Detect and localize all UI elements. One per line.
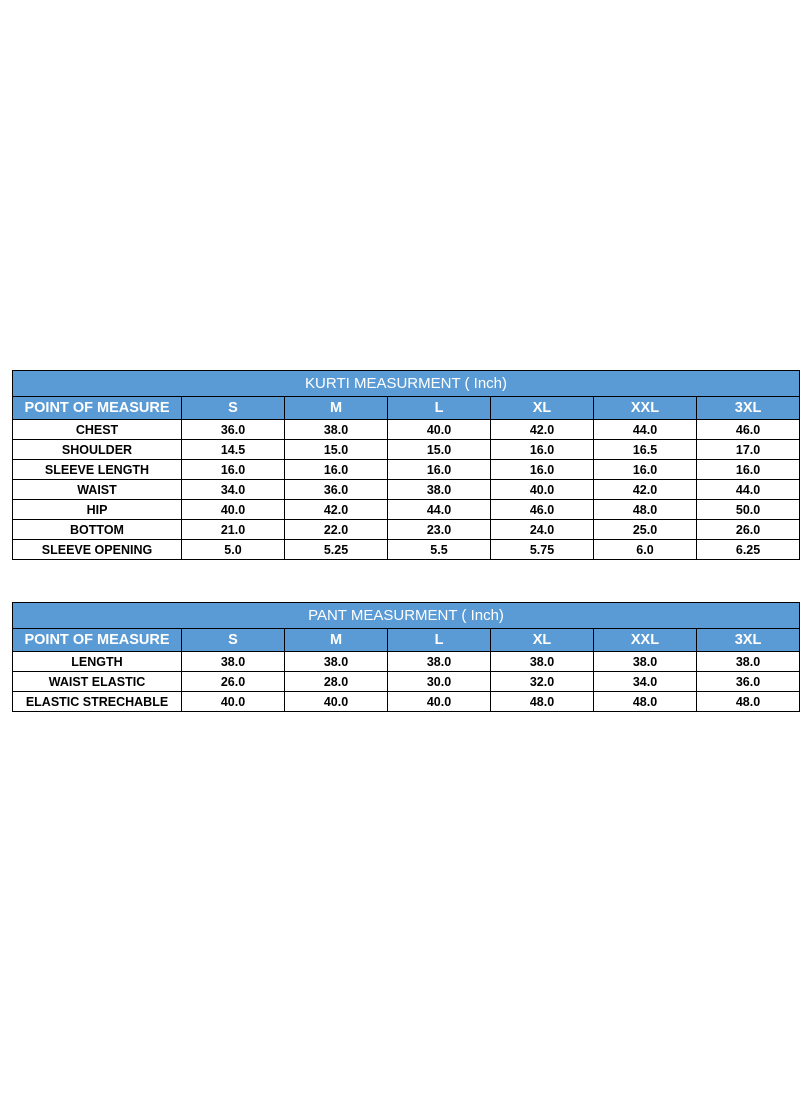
table-cell: 16.0 bbox=[388, 460, 491, 480]
table-cell: 17.0 bbox=[697, 440, 800, 460]
table-cell: 38.0 bbox=[388, 652, 491, 672]
table-cell: 22.0 bbox=[285, 520, 388, 540]
table-cell: 44.0 bbox=[594, 420, 697, 440]
table-cell: 48.0 bbox=[594, 692, 697, 712]
table-cell: 16.0 bbox=[285, 460, 388, 480]
table-cell: 46.0 bbox=[697, 420, 800, 440]
table-row bbox=[13, 672, 800, 692]
table-cell: 25.0 bbox=[594, 520, 697, 540]
table-cell: 42.0 bbox=[491, 420, 594, 440]
table-cell: 38.0 bbox=[182, 652, 285, 672]
measure-label: SLEEVE LENGTH bbox=[13, 460, 182, 480]
header-cell: 3XL bbox=[697, 629, 800, 652]
measure-label: LENGTH bbox=[13, 652, 182, 672]
table-cell: 38.0 bbox=[594, 652, 697, 672]
pant-measurement-table bbox=[12, 602, 800, 712]
table-cell: 5.25 bbox=[285, 540, 388, 560]
measure-label: BOTTOM bbox=[13, 520, 182, 540]
measure-label: WAIST ELASTIC bbox=[13, 672, 182, 692]
table-cell: 50.0 bbox=[697, 500, 800, 520]
table-cell: 40.0 bbox=[182, 692, 285, 712]
table-cell: 40.0 bbox=[182, 500, 285, 520]
header-cell: 3XL bbox=[697, 397, 800, 420]
table-cell: 24.0 bbox=[491, 520, 594, 540]
header-cell: L bbox=[388, 397, 491, 420]
table-cell: 5.75 bbox=[491, 540, 594, 560]
measure-label: ELASTIC STRECHABLE bbox=[13, 692, 182, 712]
kurti-header-row bbox=[13, 397, 800, 420]
table-cell: 46.0 bbox=[491, 500, 594, 520]
table-cell: 40.0 bbox=[491, 480, 594, 500]
table-row bbox=[13, 692, 800, 712]
table-row bbox=[13, 652, 800, 672]
table-cell: 32.0 bbox=[491, 672, 594, 692]
table-cell: 40.0 bbox=[285, 692, 388, 712]
table-cell: 16.0 bbox=[697, 460, 800, 480]
table-cell: 21.0 bbox=[182, 520, 285, 540]
header-cell: XXL bbox=[594, 397, 697, 420]
measure-label: WAIST bbox=[13, 480, 182, 500]
table-cell: 30.0 bbox=[388, 672, 491, 692]
table-cell: 40.0 bbox=[388, 420, 491, 440]
table-cell: 34.0 bbox=[182, 480, 285, 500]
header-cell: POINT OF MEASURE bbox=[13, 397, 182, 420]
table-cell: 40.0 bbox=[388, 692, 491, 712]
table-cell: 34.0 bbox=[594, 672, 697, 692]
table-cell: 16.0 bbox=[182, 460, 285, 480]
table-cell: 5.5 bbox=[388, 540, 491, 560]
table-row bbox=[13, 540, 800, 560]
table-row bbox=[13, 440, 800, 460]
header-cell: XL bbox=[491, 397, 594, 420]
table-cell: 44.0 bbox=[388, 500, 491, 520]
table-cell: 16.0 bbox=[491, 460, 594, 480]
kurti-measurement-table bbox=[12, 370, 800, 560]
pant-table-title: PANT MEASURMENT ( Inch) bbox=[13, 603, 800, 629]
table-cell: 38.0 bbox=[285, 420, 388, 440]
header-cell: M bbox=[285, 629, 388, 652]
table-cell: 15.0 bbox=[285, 440, 388, 460]
measure-label: SLEEVE OPENING bbox=[13, 540, 182, 560]
header-cell: XXL bbox=[594, 629, 697, 652]
table-cell: 26.0 bbox=[182, 672, 285, 692]
table-cell: 16.0 bbox=[594, 460, 697, 480]
header-cell: S bbox=[182, 397, 285, 420]
table-cell: 38.0 bbox=[697, 652, 800, 672]
header-cell: POINT OF MEASURE bbox=[13, 629, 182, 652]
pant-header-row bbox=[13, 629, 800, 652]
table-row bbox=[13, 460, 800, 480]
table-cell: 48.0 bbox=[491, 692, 594, 712]
measure-label: SHOULDER bbox=[13, 440, 182, 460]
table-cell: 48.0 bbox=[697, 692, 800, 712]
table-row bbox=[13, 480, 800, 500]
table-cell: 38.0 bbox=[388, 480, 491, 500]
table-cell: 48.0 bbox=[594, 500, 697, 520]
table-cell: 42.0 bbox=[594, 480, 697, 500]
kurti-table-title: KURTI MEASURMENT ( Inch) bbox=[13, 371, 800, 397]
table-cell: 15.0 bbox=[388, 440, 491, 460]
table-cell: 44.0 bbox=[697, 480, 800, 500]
header-cell: XL bbox=[491, 629, 594, 652]
table-cell: 6.0 bbox=[594, 540, 697, 560]
table-cell: 6.25 bbox=[697, 540, 800, 560]
table-cell: 36.0 bbox=[285, 480, 388, 500]
table-cell: 36.0 bbox=[182, 420, 285, 440]
measure-label: HIP bbox=[13, 500, 182, 520]
table-cell: 16.0 bbox=[491, 440, 594, 460]
table-cell: 38.0 bbox=[491, 652, 594, 672]
table-cell: 5.0 bbox=[182, 540, 285, 560]
table-cell: 26.0 bbox=[697, 520, 800, 540]
table-cell: 28.0 bbox=[285, 672, 388, 692]
header-cell: M bbox=[285, 397, 388, 420]
table-cell: 42.0 bbox=[285, 500, 388, 520]
table-row bbox=[13, 520, 800, 540]
table-cell: 36.0 bbox=[697, 672, 800, 692]
table-cell: 23.0 bbox=[388, 520, 491, 540]
table-cell: 14.5 bbox=[182, 440, 285, 460]
header-cell: S bbox=[182, 629, 285, 652]
table-cell: 16.5 bbox=[594, 440, 697, 460]
measure-label: CHEST bbox=[13, 420, 182, 440]
table-row bbox=[13, 420, 800, 440]
table-cell: 38.0 bbox=[285, 652, 388, 672]
table-row bbox=[13, 500, 800, 520]
header-cell: L bbox=[388, 629, 491, 652]
